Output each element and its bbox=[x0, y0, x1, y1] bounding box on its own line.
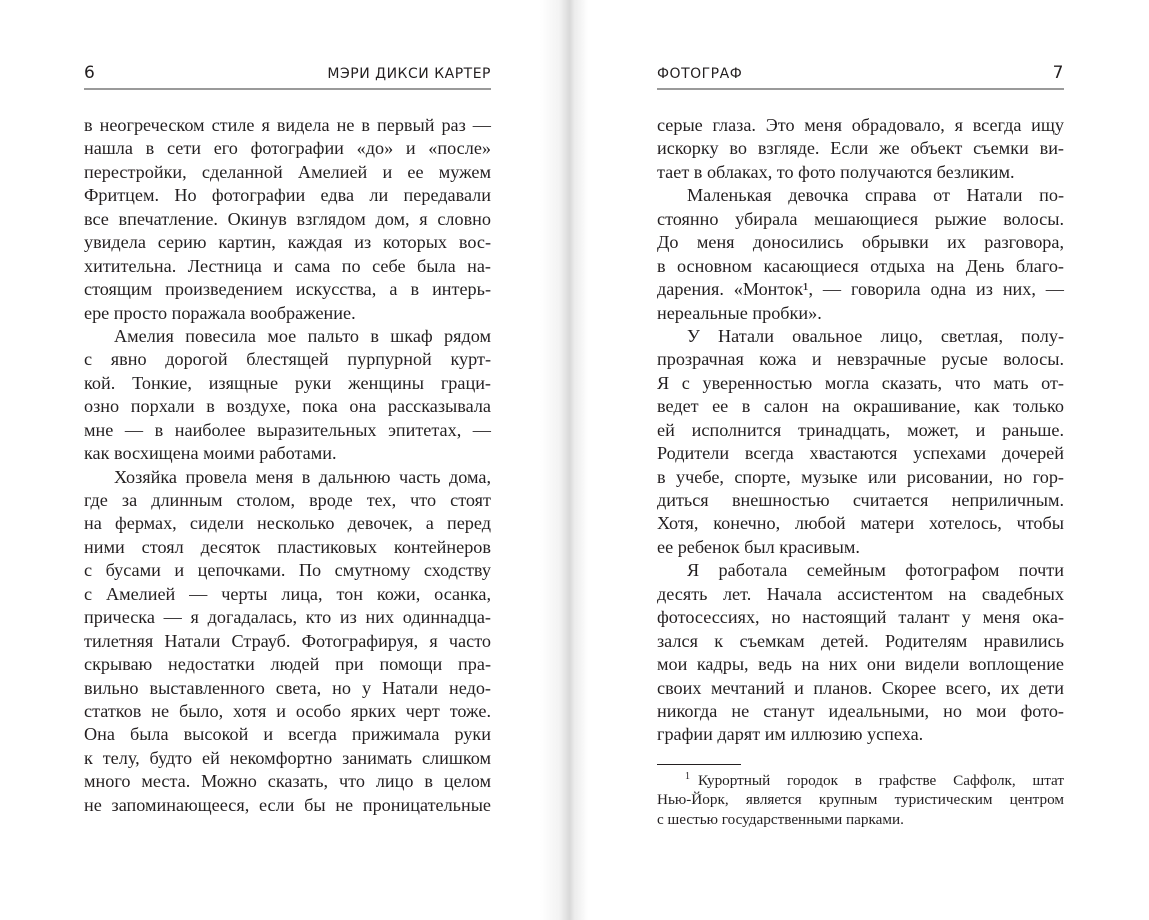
text-line: на фермах, сидели несколько девочек, а перед bbox=[84, 513, 491, 534]
text-line: прозрачная кожа и невзрачные русые волосы. bbox=[657, 349, 1064, 370]
text-line: Амелия повесила мое пальто в шкаф рядом bbox=[114, 325, 491, 346]
text-line: с явно дорогой блестящей пурпурной курт- bbox=[84, 349, 491, 370]
text-line: мои кадры, ведь на них они видели воплощение bbox=[657, 654, 1064, 675]
text-line: Я работала семейным фотографом почти bbox=[687, 560, 1064, 581]
paragraph bbox=[84, 466, 491, 818]
text-line: с бусами и цепочками. По смутному сходству bbox=[84, 560, 491, 581]
paragraph bbox=[657, 559, 1064, 747]
text-line: в неогреческом стиле я видела не в первый раз — bbox=[84, 115, 491, 135]
book-gutter bbox=[540, 0, 588, 920]
paragraph bbox=[84, 114, 491, 325]
text-line: искорку во взгляде. Если же объект съемки ви- bbox=[657, 138, 1064, 159]
text-line: в учебе, спорте, музыке или рисовании, но гор- bbox=[657, 466, 1064, 487]
text-line: никогда не станут идеальными, но мои фото- bbox=[657, 700, 1064, 721]
text-line: много места. Можно сказать, что лицо в целом bbox=[84, 771, 491, 792]
text-line: с Амелией — черты лица, тон кожи, осанка, bbox=[84, 583, 491, 604]
page-body bbox=[657, 114, 1064, 830]
running-head: МЭРИ ДИКСИ КАРТЕР bbox=[327, 66, 491, 82]
text-line: ее ребенок был красивым. bbox=[657, 536, 860, 557]
paragraph bbox=[84, 325, 491, 466]
text-line: не запоминающееся, если бы не проницательные bbox=[84, 794, 491, 815]
text-line: где за длинным столом, вроде тех, что стоят bbox=[84, 490, 491, 510]
footnote-line: с шестью государственными парками. bbox=[657, 811, 904, 828]
text-line: мне — в наиболее выразительных эпитетах, — bbox=[84, 419, 491, 440]
text-line: десять лет. Начала ассистентом на свадебных bbox=[657, 583, 1064, 604]
footnote-line: Нью-Йорк, является крупным туристическим центром bbox=[657, 791, 1064, 809]
text-line: нашла в сети его фотографии «до» и «после» bbox=[84, 138, 491, 159]
footnote-text: Курортный городок в графстве Саффолк, штат bbox=[698, 771, 1064, 789]
text-line: До меня доносились обрывки их разговора, bbox=[657, 232, 1064, 253]
text-line: У Натали овальное лицо, светлая, полу- bbox=[687, 325, 1064, 346]
text-line: диться внешностью считается неприличным. bbox=[657, 490, 1064, 510]
text-line: статков не было, хотя и особо ярких черт тоже. bbox=[84, 700, 491, 721]
footnote-rule bbox=[657, 764, 741, 765]
text-line: прическа — я догадалась, кто из них одиннадца- bbox=[84, 607, 491, 628]
page-header bbox=[84, 62, 491, 90]
text-line: стоящим произведением искусства, а в интерь- bbox=[84, 279, 491, 300]
text-line: ере просто поражала воображение. bbox=[84, 302, 356, 323]
text-line: все впечатление. Окинув взглядом дом, я словно bbox=[84, 208, 491, 229]
paragraph bbox=[657, 114, 1064, 184]
text-line: Она была высокой и всегда прижимала руки bbox=[84, 724, 491, 745]
text-line: своих мечтаний и планов. Скорее всего, их дети bbox=[657, 677, 1064, 698]
text-line: в основном касающиеся отдыха на День благо- bbox=[657, 255, 1064, 276]
text-line: графии дарят им иллюзию успеха. bbox=[657, 724, 924, 745]
text-line: перестройки, сделанной Амелией и ее мужем bbox=[84, 161, 491, 182]
text-line: ей исполнится тринадцать, может, и раньше. bbox=[657, 419, 1064, 440]
text-line: Родители всегда хвастаются успехами дочерей bbox=[657, 443, 1064, 464]
text-line: Хотя, конечно, любой матери хотелось, чтобы bbox=[657, 513, 1064, 534]
text-line: Маленькая девочка справа от Натали по- bbox=[687, 185, 1064, 206]
text-line: стоянно убирала мешающиеся рыжие волосы. bbox=[657, 208, 1064, 229]
text-line: Фритцем. Но фотографии едва ли передавали bbox=[84, 185, 491, 206]
text-line: ведет ее в салон на окрашивание, как только bbox=[657, 396, 1064, 417]
footnote-marker: 1 bbox=[685, 770, 690, 782]
text-line: ними стоял десяток пластиковых контейнеров bbox=[84, 536, 491, 557]
text-line: Я с уверенностью могла сказать, что мать от- bbox=[657, 372, 1064, 393]
footnote bbox=[657, 771, 1064, 830]
text-line: как восхищена моими работами. bbox=[84, 443, 337, 464]
text-line: увидела серию картин, каждая из которых вос- bbox=[84, 232, 491, 253]
text-line: вильно выставленного света, но у Натали недо- bbox=[84, 677, 491, 698]
text-line: дарения. «Монток¹, — говорила одна из них, — bbox=[657, 279, 1064, 300]
text-line: тилетняя Натали Страуб. Фотографируя, я часто bbox=[84, 630, 491, 651]
text-line: тает в облаках, то фото получаются безликим. bbox=[657, 161, 1015, 182]
text-line: Хозяйка провела меня в дальнюю часть дома, bbox=[114, 466, 491, 487]
text-line: кой. Тонкие, изящные руки женщины граци- bbox=[84, 372, 491, 393]
text-line: зался к съемкам детей. Родителям нравились bbox=[657, 630, 1064, 651]
page-body bbox=[84, 114, 491, 817]
text-line: к телу, будто ей некомфортно занимать слишком bbox=[84, 747, 491, 768]
text-line: скрываю недостатки людей при помощи пра- bbox=[84, 654, 491, 675]
running-head: ФОТОГРАФ bbox=[657, 66, 743, 82]
text-line: хитительна. Лестница и сама по себе была на- bbox=[84, 255, 491, 276]
page-number: 6 bbox=[84, 63, 96, 83]
footnote-line bbox=[657, 771, 1064, 791]
paragraph bbox=[657, 184, 1064, 325]
paragraph bbox=[657, 325, 1064, 559]
text-line: озно порхали в воздухе, пока она рассказывала bbox=[84, 396, 491, 417]
text-line: нереальные пробки». bbox=[657, 302, 822, 323]
page-header bbox=[657, 62, 1064, 90]
text-line: фотосессиях, но настоящий талант у меня ока- bbox=[657, 607, 1064, 628]
page-number: 7 bbox=[1052, 63, 1064, 83]
text-line: серые глаза. Это меня обрадовало, я всегда ищу bbox=[657, 115, 1064, 135]
